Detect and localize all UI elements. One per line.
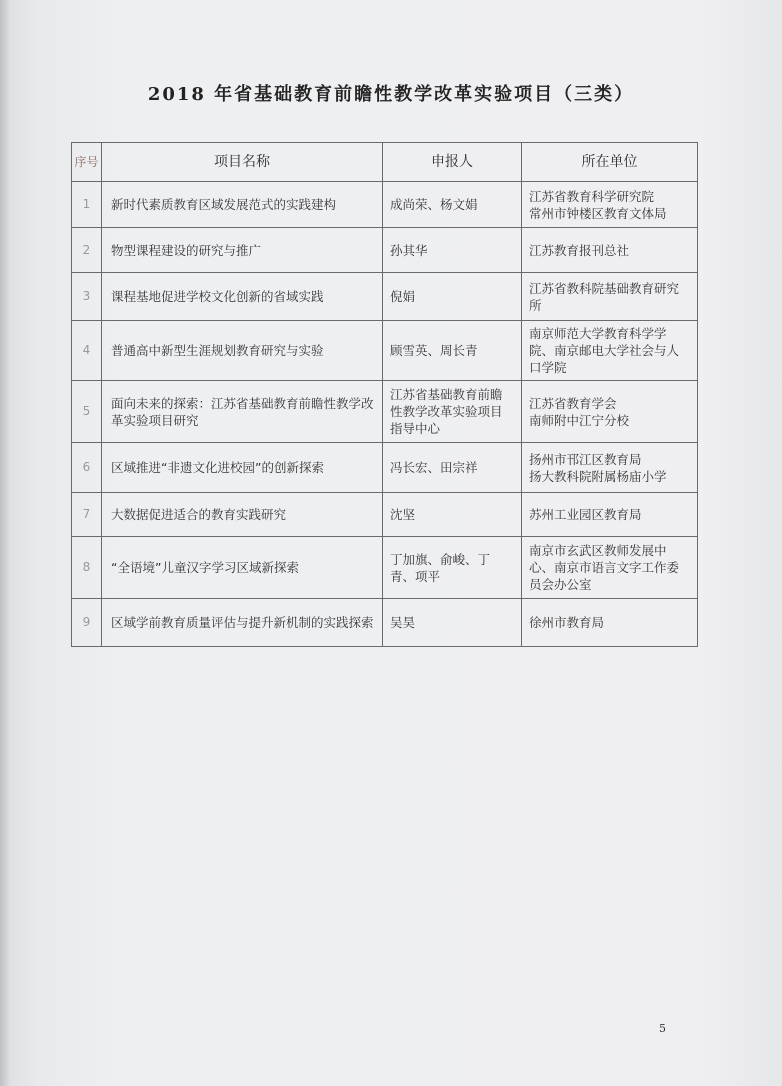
page-title: 2018 年省基础教育前瞻性教学改革实验项目（三类） (147, 84, 635, 105)
row-seq: 5 (72, 381, 102, 443)
row-seq: 3 (72, 273, 102, 321)
row-project-name: 大数据促进适合的教育实践研究 (102, 493, 383, 537)
row-unit: 南京师范大学教育科学学院、南京邮电大学社会与人口学院 (522, 321, 698, 381)
row-unit: 江苏省教科院基础教育研究所 (522, 273, 698, 321)
row-unit: 徐州市教育局 (522, 599, 698, 647)
row-unit: 江苏省教育学会 南师附中江宁分校 (522, 381, 698, 443)
row-seq: 6 (72, 443, 102, 493)
row-project-name: 普通高中新型生涯规划教育研究与实验 (102, 321, 383, 381)
table-row (72, 537, 698, 599)
table-row (72, 182, 698, 228)
row-applicant: 沈坚 (383, 493, 522, 537)
header-applicant: 申报人 (383, 143, 522, 182)
row-project-name: 区域推进“非遗文化进校园”的创新探索 (102, 443, 383, 493)
row-project-name: 新时代素质教育区域发展范式的实践建构 (102, 182, 383, 228)
row-seq: 9 (72, 599, 102, 647)
table-row (72, 443, 698, 493)
table-row (72, 493, 698, 537)
row-project-name: 面向未来的探索：江苏省基础教育前瞻性教学改革实验项目研究 (102, 381, 383, 443)
row-unit: 南京市玄武区教师发展中心、南京市语言文字工作委员会办公室 (522, 537, 698, 599)
row-seq: 8 (72, 537, 102, 599)
row-project-name: 区域学前教育质量评估与提升新机制的实践探索 (102, 599, 383, 647)
row-seq: 7 (72, 493, 102, 537)
row-applicant: 孙其华 (383, 228, 522, 273)
row-applicant: 成尚荣、杨文娟 (383, 182, 522, 228)
project-table (71, 142, 698, 647)
row-unit: 苏州工业园区教育局 (522, 493, 698, 537)
row-unit: 扬州市邗江区教育局 扬大教科院附属杨庙小学 (522, 443, 698, 493)
page-number: 5 (659, 1022, 666, 1035)
row-project-name: 课程基地促进学校文化创新的省域实践 (102, 273, 383, 321)
header-seq: 序号 (72, 143, 102, 182)
row-seq: 2 (72, 228, 102, 273)
row-project-name: “全语境”儿童汉字学习区域新探索 (102, 537, 383, 599)
row-project-name: 物型课程建设的研究与推广 (102, 228, 383, 273)
row-seq: 1 (72, 182, 102, 228)
table-row (72, 273, 698, 321)
scan-edge-shadow (0, 0, 10, 1086)
table-row (72, 599, 698, 647)
row-unit: 江苏省教育科学研究院 常州市钟楼区教育文体局 (522, 182, 698, 228)
row-unit: 江苏教育报刊总社 (522, 228, 698, 273)
row-applicant: 冯长宏、田宗祥 (383, 443, 522, 493)
row-applicant: 江苏省基础教育前瞻性教学改革实验项目指导中心 (383, 381, 522, 443)
table-row (72, 381, 698, 443)
row-seq: 4 (72, 321, 102, 381)
row-applicant: 顾雪英、周长青 (383, 321, 522, 381)
header-unit: 所在单位 (522, 143, 698, 182)
row-applicant: 吴昊 (383, 599, 522, 647)
header-name: 项目名称 (102, 143, 383, 182)
table-row (72, 321, 698, 381)
row-applicant: 倪娟 (383, 273, 522, 321)
table-header-row (72, 143, 698, 182)
row-applicant: 丁加旗、俞峻、丁青、项平 (383, 537, 522, 599)
table-row (72, 228, 698, 273)
